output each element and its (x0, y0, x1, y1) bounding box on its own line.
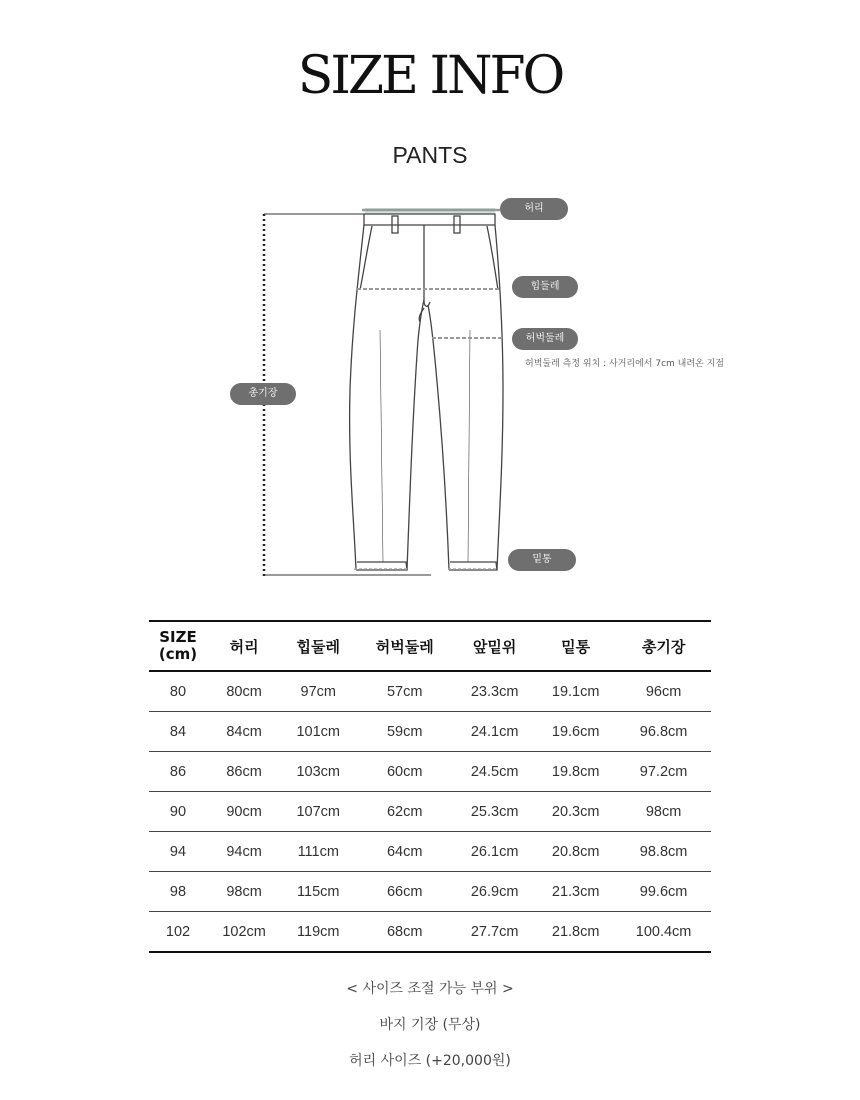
page-subtitle: PANTS (392, 142, 468, 168)
table-cell: 98cm (616, 792, 711, 832)
header-length: 총기장 (616, 621, 711, 671)
table-cell: 66cm (355, 872, 454, 912)
table-cell: 90cm (207, 792, 281, 832)
table-cell: 97cm (281, 671, 355, 712)
table-cell: 59cm (355, 712, 454, 752)
table-cell: 107cm (281, 792, 355, 832)
notes-line-2: 허리 사이즈 (+20,000원) (349, 1053, 511, 1069)
table-cell: 23.3cm (454, 671, 535, 712)
header-size-line1: SIZE (159, 628, 197, 646)
header-front-rise: 앞밑위 (454, 621, 535, 671)
table-header-row (149, 621, 711, 671)
table-cell: 27.7cm (454, 912, 535, 953)
table-cell: 99.6cm (616, 872, 711, 912)
table-cell: 102cm (207, 912, 281, 953)
pants-outline (350, 214, 503, 570)
notes-line-1: 바지 기장 (무상) (379, 1017, 481, 1033)
table-cell: 102 (149, 912, 207, 953)
table-cell: 103cm (281, 752, 355, 792)
table-cell: 119cm (281, 912, 355, 953)
table-cell: 98cm (207, 872, 281, 912)
label-hem-pill: 밑통 (508, 549, 576, 571)
pants-diagram (0, 190, 860, 590)
thigh-measure-note: 허벅둘레 측정 위치 : 사거리에서 7cm 내려온 지점 (525, 359, 724, 369)
table-row (149, 712, 711, 752)
table-row (149, 752, 711, 792)
table-cell: 94 (149, 832, 207, 872)
table-cell: 96cm (616, 671, 711, 712)
table-cell: 80 (149, 671, 207, 712)
page-title: SIZE INFO (297, 46, 563, 106)
table-cell: 26.1cm (454, 832, 535, 872)
size-table (149, 620, 711, 953)
label-hip-pill: 힙둘레 (512, 276, 578, 298)
table-body (149, 671, 711, 952)
table-cell: 21.8cm (535, 912, 616, 953)
label-waist-pill: 허리 (500, 198, 568, 220)
table-cell: 94cm (207, 832, 281, 872)
table-row (149, 832, 711, 872)
table-cell: 98.8cm (616, 832, 711, 872)
table-cell: 24.5cm (454, 752, 535, 792)
label-length-pill: 총기장 (230, 383, 296, 405)
table-cell: 101cm (281, 712, 355, 752)
header-size (149, 621, 207, 671)
table-cell: 96.8cm (616, 712, 711, 752)
table-cell: 100.4cm (616, 912, 711, 953)
header-hip: 힙둘레 (281, 621, 355, 671)
table-cell: 19.6cm (535, 712, 616, 752)
table-cell: 62cm (355, 792, 454, 832)
table-cell: 60cm (355, 752, 454, 792)
header-size-line2: (cm) (158, 645, 198, 663)
table-cell: 90 (149, 792, 207, 832)
table-cell: 20.8cm (535, 832, 616, 872)
label-thigh-pill: 허벅둘레 (512, 328, 578, 350)
table-cell: 25.3cm (454, 792, 535, 832)
table-cell: 68cm (355, 912, 454, 953)
table-cell: 21.3cm (535, 872, 616, 912)
table-cell: 57cm (355, 671, 454, 712)
table-cell: 19.8cm (535, 752, 616, 792)
notes-heading: < 사이즈 조절 가능 부위 > (346, 981, 514, 997)
adjustable-notes (0, 978, 860, 1086)
table-cell: 86cm (207, 752, 281, 792)
table-cell: 86 (149, 752, 207, 792)
table-cell: 84 (149, 712, 207, 752)
table-cell: 97.2cm (616, 752, 711, 792)
table-cell: 64cm (355, 832, 454, 872)
table-cell: 19.1cm (535, 671, 616, 712)
table-cell: 26.9cm (454, 872, 535, 912)
table-row (149, 872, 711, 912)
table-cell: 84cm (207, 712, 281, 752)
pants-illustration (0, 190, 860, 590)
table-cell: 98 (149, 872, 207, 912)
table-row (149, 671, 711, 712)
table-row (149, 912, 711, 953)
table-row (149, 792, 711, 832)
table-cell: 111cm (281, 832, 355, 872)
header-waist: 허리 (207, 621, 281, 671)
table-cell: 24.1cm (454, 712, 535, 752)
header-hem: 밑통 (535, 621, 616, 671)
table-cell: 115cm (281, 872, 355, 912)
table-cell: 80cm (207, 671, 281, 712)
table-cell: 20.3cm (535, 792, 616, 832)
header-thigh: 허벅둘레 (355, 621, 454, 671)
